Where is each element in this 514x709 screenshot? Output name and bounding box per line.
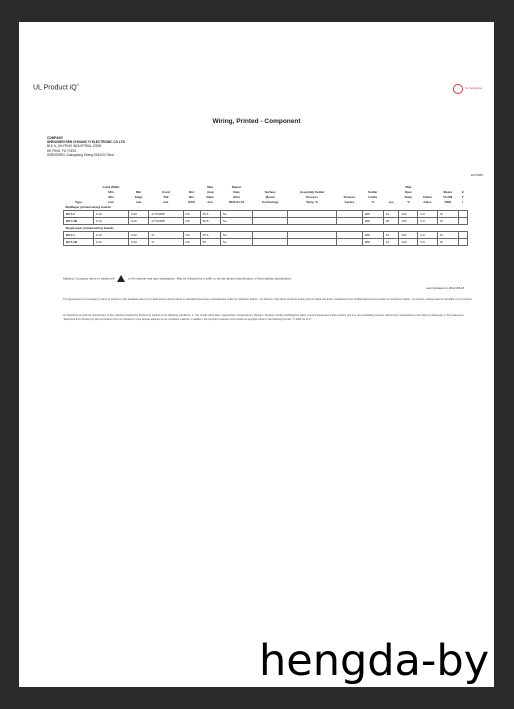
table-cell: 20 [383,218,399,225]
table-cell [287,239,336,246]
column-header: Type [75,199,82,204]
table-cell: 0.10 [93,218,128,225]
table-cell [287,218,336,225]
table-cell [458,232,467,239]
table-cell: W [438,218,459,225]
table-cell: 0.10 [93,232,128,239]
column-header: Limits [368,194,378,199]
column-header: DSR [444,199,451,204]
section-row [64,225,468,232]
disclaimer-note: The appearance of a company's name or product in this database does not in itself assure that products so identified have been manufactured under UL Solutions' Follow - Up Service. Only those products bearing the UL Mark should be considered to be Certified and covered under UL Solutions' Follow - Up Service. Always look for the Mark on the product. [63,298,473,301]
page-title: Wiring, Printed - Component [212,118,301,125]
file-number-link[interactable]: E374666 [471,173,484,177]
table-cell [458,239,467,246]
table-cell: 0.20 [129,239,149,246]
table-cell: W [438,211,459,218]
table-cell: 0.20 [129,211,149,218]
table-cell [253,211,288,218]
watermark-text: hengda-by [259,636,490,686]
table-cell: 288 [362,211,383,218]
column-header: mm [108,199,114,204]
column-header: mm [135,199,142,204]
column-header: Oper [404,189,412,194]
column-header: Assembly Solder [299,189,325,194]
column-header: Area [206,189,214,194]
brand-text: UL Product iQ [33,84,77,92]
marking-text-before: Marking: Company name or trademark [63,276,115,281]
column-header: RSO [188,199,195,204]
table-cell [253,218,288,225]
column-header: Max [405,184,412,189]
column-header: Edge [134,194,143,199]
section-label: Multilayer printed wiring boards [65,205,112,209]
column-header: C [461,189,464,194]
column-header: Cond Width [102,184,120,189]
column-header: Surface [264,189,276,194]
brand-logo[interactable] [33,83,79,91]
table-cell: 0.20 [129,232,149,239]
column-header: After [233,194,241,199]
company-name: SHENZHEN REN CHUANG YI ELECTRONIC CO LTD [47,140,125,145]
column-header: Technology [261,199,279,204]
column-header: Cond [162,189,170,194]
column-header: Temp °C [306,199,319,204]
brand-mark: ® [76,83,79,87]
table-cell: 288 [362,239,383,246]
table-cell [337,239,363,246]
table-cell: 17 [149,232,183,239]
table-cell [253,232,288,239]
table-cell: 288 [362,232,383,239]
table-cell: 10 [383,211,399,218]
table-cell: RCY-2B [64,218,94,225]
table-cell: 50.8 [200,218,220,225]
table-cell: RCY-1B [64,239,94,246]
company-heading: COMPANY [47,136,64,140]
table-cell: 50 [200,239,220,246]
table-cell: 25.6 [200,211,220,218]
table-cell: 0.10 [93,211,128,218]
column-header: Mount [265,194,275,199]
table-row [64,232,468,239]
column-header: sec [388,199,394,204]
table-cell: 10 [383,239,399,246]
table-cell: W [438,232,459,239]
table-cell: DS [183,218,200,225]
ul-solutions-logo-text: UL Solutions [465,86,482,90]
company-address-line: BLK A, JIN FENG INDUSTRIAL ZONE [47,144,102,149]
table-cell: W [438,239,459,246]
column-header: Min [108,189,114,194]
column-header: °C [406,199,410,204]
column-header: I [462,199,464,204]
column-header: Diam [206,194,214,199]
column-header: 2022-01-01 [228,199,245,204]
table-cell: V-0 [418,211,438,218]
marking-note [63,275,292,282]
table-cell: 130 [399,232,418,239]
column-header: Thk [163,194,169,199]
column-header: T [461,194,464,199]
table-cell [337,211,363,218]
table-cell: 17.5/4688 [149,218,183,225]
table-cell [253,239,288,246]
table-row [64,218,468,225]
table-cell: 130 [399,211,418,218]
column-header: Temp [404,194,413,199]
company-address-line: SHENZHEN, Guangdong Sheng 518103 China [47,152,114,157]
table-cell [337,232,363,239]
table-cell: 0.10 [93,239,128,246]
table-row [64,211,468,218]
company-block [47,136,125,157]
table-cell: RCY-1 [64,232,94,239]
ul-solutions-logo-icon [453,84,463,94]
column-header: Min [136,189,142,194]
column-header: °C [371,199,375,204]
recognized-component-mark-icon [117,275,125,282]
table-cell: V-0 [418,232,438,239]
table-cell [287,211,336,218]
column-header: Meets [443,189,453,194]
reproduction-note: UL Solutions permits the reproduction of the material contained in Product iQ subject to the following conditions: 1. The Guide Information, Assemblies, Constructions, Designs, Systems, and/or Certifications (files) must be presented in their entirety and in a non-misleading manner, without any manipulation of the data (or drawings). 2. The statement "Reprinted from Product iQ with permission from UL Solutions" must appear adjacent to the extracted material. In addition, the reprinted material must include a copyright notice in the following format: "© 2022 UL LLC". [63,314,464,321]
column-header: Flame [423,194,432,199]
table-cell [337,218,363,225]
column-header: IEL/ [188,194,195,199]
table-cell: RCY-2 [64,211,94,218]
column-header: mic [163,199,169,204]
table-cell: 130 [399,239,418,246]
column-header: Date [233,189,240,194]
column-header: Min [108,194,114,199]
last-updated: Last Updated on 2022-08-18 [426,286,465,290]
table-cell: No [220,218,252,225]
table-cell [287,232,336,239]
table-cell: No [220,232,252,239]
table-cell: 0.20 [129,218,149,225]
column-header: Process [343,194,356,199]
company-address-line: HE PING, FU YONG [47,148,77,153]
table-cell: 10 [383,232,399,239]
table-cell [458,218,467,225]
table-cell: 288 [362,218,383,225]
column-header: Cycles [344,199,355,204]
table-cell [458,211,467,218]
table-row [64,239,468,246]
column-header: IEL/ [188,189,195,194]
section-label: Single layer printed wiring boards [65,226,114,230]
component-table [63,184,468,246]
table-cell: DS [183,239,200,246]
table-cell: DS [183,211,200,218]
table-cell: 25.6 [200,232,220,239]
column-header: Report [231,184,242,189]
column-header: Class [423,199,432,204]
table-cell: DS [183,232,200,239]
column-header: Max [207,184,214,189]
column-header: UL796 [443,194,453,199]
column-header: mm [207,199,213,204]
document-page [19,22,494,687]
column-header: Solder [368,189,378,194]
table-cell: V-0 [418,218,438,225]
table-cell: No [220,239,252,246]
column-header: Process [306,194,318,199]
table-cell: 17 [149,239,183,246]
table-cell: 130 [399,218,418,225]
marking-text-after: or file number and type designation. May be followed by a suffix to denote factory identification or flammability classification. [128,276,293,281]
table-cell: No [220,211,252,218]
table-cell: V-0 [418,239,438,246]
table-cell: 17.5/4688 [149,211,183,218]
